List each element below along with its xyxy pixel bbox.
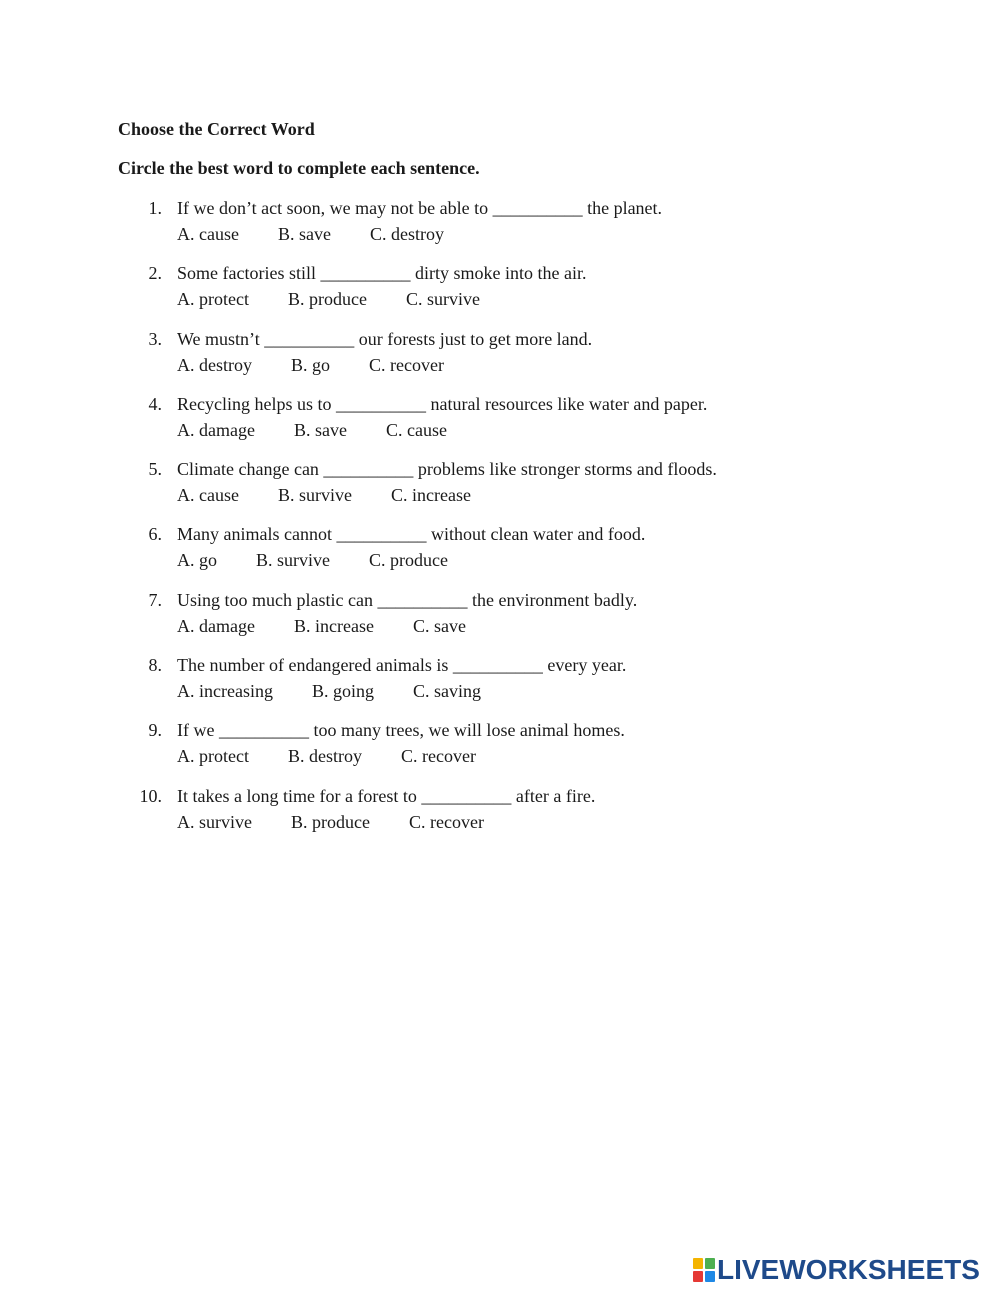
option-c[interactable]: C. recover xyxy=(408,811,484,832)
question-sentence: The number of endangered animals is __________ every year. xyxy=(177,655,627,676)
question-sentence: Recycling helps us to __________ natural resources like water and paper. xyxy=(177,393,708,414)
option-a[interactable]: A. cause xyxy=(177,224,239,244)
question-sentence: Climate change can __________ problems like stronger storms and floods. xyxy=(177,459,717,480)
question-sentence: It takes a long time for a forest to __________ after a fire. xyxy=(177,785,596,806)
question-sentence: We mustn’t __________ our forests just to get more land. xyxy=(177,328,593,349)
question-number: 1. xyxy=(148,198,162,218)
logo-square-l xyxy=(693,1258,703,1269)
question-list xyxy=(0,196,1000,849)
question-item-8 xyxy=(0,653,1000,718)
answer-options xyxy=(177,222,444,246)
answer-options xyxy=(177,287,480,311)
question-sentence: Many animals cannot __________ without clean water and food. xyxy=(177,524,646,545)
option-a[interactable]: A. cause xyxy=(177,485,239,506)
question-sentence: If we __________ too many trees, we will lose animal homes. xyxy=(177,720,625,741)
question-number: 2. xyxy=(148,263,162,284)
option-b[interactable]: B. save xyxy=(293,419,347,440)
worksheet-title: Choose the Correct Word xyxy=(118,119,315,139)
logo-wordmark: LIVEWORKSHEETS xyxy=(717,1254,980,1285)
option-b[interactable]: B. survive xyxy=(277,485,352,506)
option-c[interactable]: C. recover xyxy=(400,746,476,767)
answer-options xyxy=(177,548,448,572)
question-sentence: Using too much plastic can __________ the environment badly. xyxy=(177,589,638,610)
option-c[interactable]: C. cause xyxy=(385,419,447,440)
question-item-2 xyxy=(0,261,1000,326)
option-c[interactable]: C. saving xyxy=(412,681,481,702)
question-item-9 xyxy=(0,718,1000,783)
question-item-6 xyxy=(0,522,1000,587)
option-c[interactable]: C. recover xyxy=(369,354,444,375)
option-c[interactable]: C. survive xyxy=(405,289,480,310)
option-c[interactable]: C. destroy xyxy=(369,224,444,244)
answer-options xyxy=(177,353,444,377)
option-b[interactable]: B. survive xyxy=(256,550,330,571)
option-b[interactable]: B. destroy xyxy=(287,746,362,767)
question-number: 3. xyxy=(148,328,162,349)
worksheet-instructions: Circle the best word to complete each sentence. xyxy=(118,158,480,178)
question-number: 6. xyxy=(148,524,162,545)
logo-square-v xyxy=(693,1271,703,1282)
option-b[interactable]: B. produce xyxy=(287,289,367,310)
question-item-7 xyxy=(0,588,1000,653)
option-c[interactable]: C. increase xyxy=(390,485,471,506)
answer-options xyxy=(177,483,471,507)
question-item-3 xyxy=(0,327,1000,392)
question-item-5 xyxy=(0,457,1000,522)
question-number: 8. xyxy=(148,655,162,676)
option-b[interactable]: B. increase xyxy=(293,615,374,636)
option-c[interactable]: C. produce xyxy=(369,550,448,571)
question-number: 4. xyxy=(148,393,162,414)
liveworksheets-logo[interactable] xyxy=(693,1255,989,1285)
question-item-10 xyxy=(0,784,1000,849)
option-b[interactable]: B. going xyxy=(311,681,374,702)
option-c[interactable]: C. save xyxy=(412,615,466,636)
answer-options xyxy=(177,679,481,703)
option-a[interactable]: A. increasing xyxy=(177,681,273,702)
logo-square-i xyxy=(705,1258,715,1269)
answer-options xyxy=(177,744,476,768)
answer-options xyxy=(177,614,466,638)
option-a[interactable]: A. destroy xyxy=(177,354,252,375)
option-b[interactable]: B. save xyxy=(277,224,331,244)
option-b[interactable]: B. go xyxy=(291,354,331,375)
answer-options xyxy=(177,810,484,834)
option-a[interactable]: A. survive xyxy=(177,811,252,832)
logo-square-e xyxy=(705,1271,715,1282)
logo-mark-icon xyxy=(693,1258,715,1282)
question-number: 10. xyxy=(139,785,162,806)
question-number: 9. xyxy=(148,720,162,741)
question-sentence: If we don’t act soon, we may not be able to __________ the planet. xyxy=(177,198,663,218)
question-number: 5. xyxy=(148,459,162,480)
option-a[interactable]: A. damage xyxy=(177,615,255,636)
option-a[interactable]: A. protect xyxy=(177,289,249,310)
option-b[interactable]: B. produce xyxy=(291,811,370,832)
question-number: 7. xyxy=(148,589,162,610)
option-a[interactable]: A. go xyxy=(177,550,217,571)
question-sentence: Some factories still __________ dirty smoke into the air. xyxy=(177,263,587,284)
question-item-1 xyxy=(0,196,1000,261)
option-a[interactable]: A. protect xyxy=(177,746,249,767)
option-a[interactable]: A. damage xyxy=(177,419,255,440)
answer-options xyxy=(177,418,447,442)
question-item-4 xyxy=(0,392,1000,457)
